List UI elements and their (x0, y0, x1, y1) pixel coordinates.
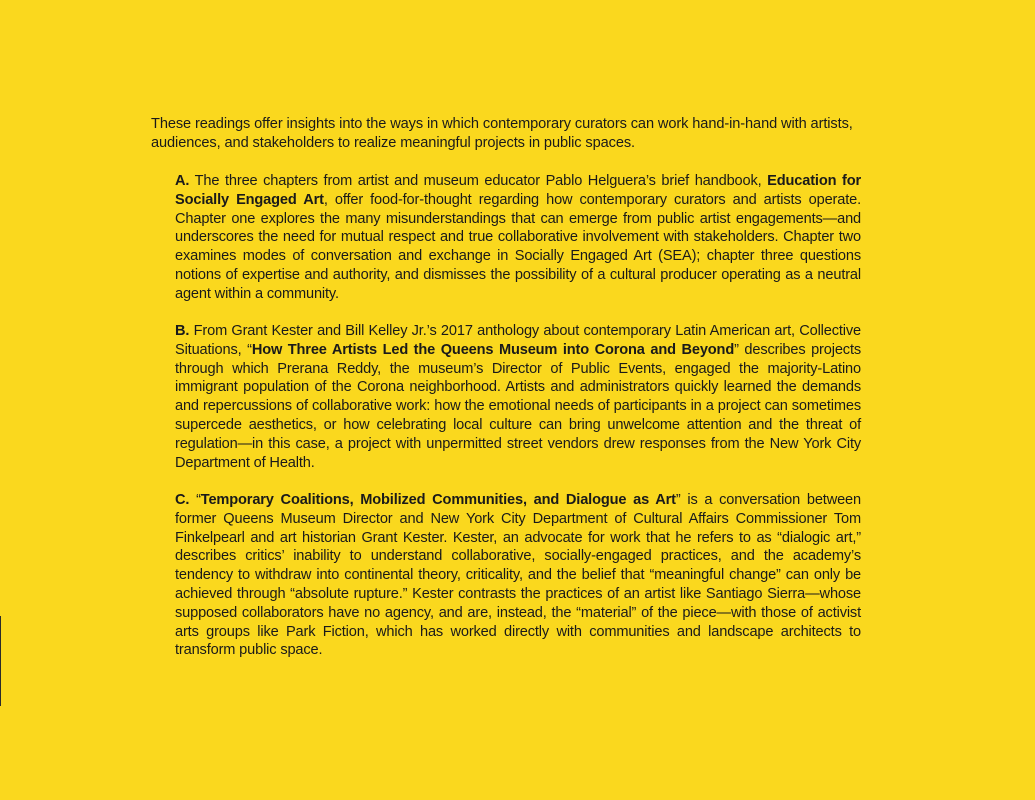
reading-c-letter: C. (175, 492, 190, 508)
reading-a-paragraph (175, 172, 861, 304)
page-edge-mark (0, 616, 1, 706)
intro-paragraph: These readings offer insights into the ways in which contemporary curators can work hand-in-hand with artists, audiences, and stakeholders to realize meaningful projects in public spaces. (151, 116, 853, 151)
reading-b-text-after: ” describes projects through which Prerana Reddy, the museum’s Director of Public Events, engaged the majority-Latino immigrant population of the Corona neighborhood. Artists and administrators quickly learned the demands and repercussions of collaborative work: how the emotional needs of participants in a project can sometimes supercede aesthetics, or how celebrating local culture can bring unwelcome attention and the threat of regulation—in this case, a project with unpermitted street vendors drew responses from the New York City Department of Health. (175, 341, 861, 471)
reading-a-text-after: , offer food-for-thought regarding how contemporary curators and artists operate. Chapter one explores the many misunderstandings that can emerge from public artist engagements—and underscores the need for mutual respect and true collaborative involvement with stakeholders. Chapter two examines modes of conversation and exchange in Socially Engaged Art (SEA); chapter three questions notions of expertise and authority, and dismisses the possibility of a cultural producer operating as a neutral agent within a community. (175, 191, 862, 302)
reading-c-text-before: “ (189, 492, 201, 508)
reading-b-text-before: From Grant Kester and Bill Kelley Jr.’s 2017 anthology about contemporary Latin American art, Collective Situations, “ (175, 323, 861, 358)
reading-c-title: Temporary Coalitions, Mobilized Communities, and Dialogue as Art (200, 492, 676, 508)
reading-c-text-after: ” is a conversation between former Queens Museum Director and New York City Department of Cultural Affairs Commissioner Tom Finkelpearl and art historian Grant Kester. Kester, an advocate for work that he refers to as “dialogic art,” describes critics’ inability to understand collaborative, socially-engaged practices, and the academy’s tendency to withdraw into continental theory, criticality, and the belief that “meaningful change” can only be achieved through “absolute rupture.” Kester contrasts the practices of an artist like Santiago Sierra—whose supposed collaborators have no agency, and are, instead, the “material” of the piece—with those of activist arts groups like Park Fiction, which has worked directly with communities and landscape architects to transform public space. (175, 492, 861, 659)
reading-a-text-before: The three chapters from artist and museum educator Pablo Helguera’s brief handbook, (189, 173, 768, 189)
reading-b-paragraph (175, 322, 861, 472)
reading-b-letter: B. (175, 323, 190, 339)
reading-c-paragraph (175, 491, 861, 660)
reading-b-title: How Three Artists Led the Queens Museum into Corona and Beyond (251, 341, 735, 358)
reading-a-letter: A. (175, 173, 190, 189)
reading-a-title: Education for Socially Engaged Art (175, 173, 861, 208)
